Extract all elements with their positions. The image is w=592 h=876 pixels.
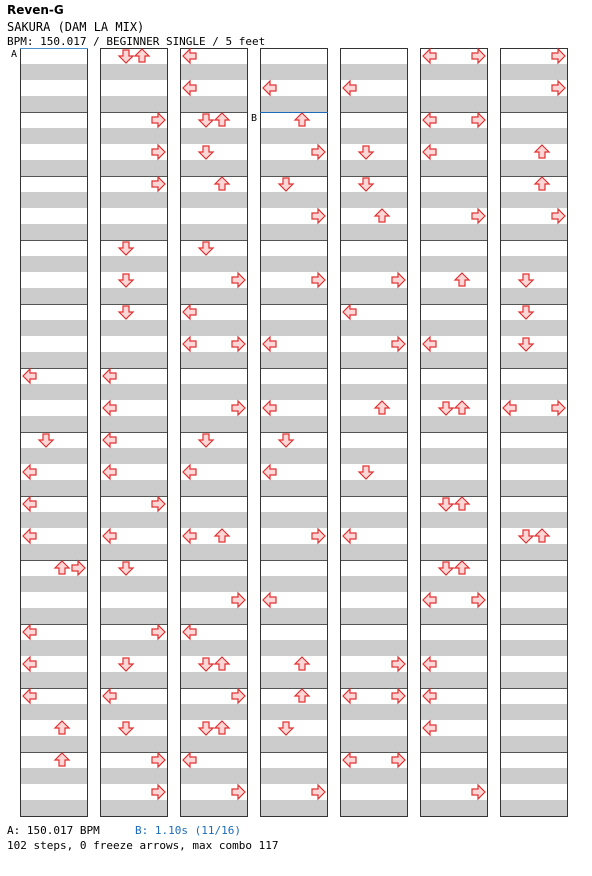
right-arrow-icon	[552, 49, 565, 63]
beat-stripe	[180, 800, 248, 816]
beat-stripe	[260, 768, 328, 784]
beat-stripe	[100, 576, 168, 592]
song-title: SAKURA (DAM LA MIX)	[7, 20, 145, 34]
beat-stripe	[100, 256, 168, 272]
down-arrow-icon	[199, 146, 213, 159]
right-arrow-icon	[152, 145, 165, 159]
right-arrow-icon	[472, 785, 485, 799]
right-arrow-icon	[392, 689, 405, 703]
beat-stripe	[20, 256, 88, 272]
beat-stripe	[100, 544, 168, 560]
beat-stripe	[260, 736, 328, 752]
beat-stripe	[20, 544, 88, 560]
beat-stripe	[340, 672, 408, 688]
beat-stripe	[180, 256, 248, 272]
left-arrow-icon	[103, 433, 116, 447]
down-arrow-icon	[119, 50, 133, 63]
beat-stripe	[100, 320, 168, 336]
up-arrow-icon	[215, 657, 229, 670]
beat-stripe	[180, 576, 248, 592]
beat-stripe	[260, 192, 328, 208]
beat-stripe	[340, 256, 408, 272]
down-arrow-icon	[519, 530, 533, 543]
down-arrow-icon	[199, 114, 213, 127]
left-arrow-icon	[183, 305, 196, 319]
beat-stripe	[420, 192, 488, 208]
beat-stripe	[500, 160, 568, 176]
beat-stripe	[500, 672, 568, 688]
beat-stripe	[20, 608, 88, 624]
beat-stripe	[100, 768, 168, 784]
left-arrow-icon	[103, 465, 116, 479]
beat-stripe	[260, 64, 328, 80]
beat-stripe	[180, 320, 248, 336]
beat-stripe	[420, 288, 488, 304]
beat-stripe	[20, 224, 88, 240]
beat-stripe	[20, 352, 88, 368]
beat-stripe	[420, 480, 488, 496]
beat-stripe	[500, 512, 568, 528]
beat-stripe	[100, 608, 168, 624]
right-arrow-icon	[392, 657, 405, 671]
beat-stripe	[340, 576, 408, 592]
beat-stripe	[180, 704, 248, 720]
beat-stripe	[340, 128, 408, 144]
beat-stripe	[100, 288, 168, 304]
left-arrow-icon	[423, 721, 436, 735]
beat-stripe	[20, 704, 88, 720]
down-arrow-icon	[119, 274, 133, 287]
beat-stripe	[340, 704, 408, 720]
down-arrow-icon	[119, 242, 133, 255]
chart-info: BPM: 150.017 / BEGINNER SINGLE / 5 feet	[7, 35, 266, 48]
beat-stripe	[180, 416, 248, 432]
beat-stripe	[260, 672, 328, 688]
beat-stripe	[340, 736, 408, 752]
up-arrow-icon	[295, 657, 309, 670]
beat-stripe	[260, 384, 328, 400]
beat-stripe	[500, 608, 568, 624]
beat-stripe	[260, 320, 328, 336]
right-arrow-icon	[312, 209, 325, 223]
beat-stripe	[500, 800, 568, 816]
beat-stripe	[20, 160, 88, 176]
beat-stripe	[500, 352, 568, 368]
beat-stripe	[500, 384, 568, 400]
beat-stripe	[340, 416, 408, 432]
left-arrow-icon	[103, 689, 116, 703]
right-arrow-icon	[152, 177, 165, 191]
beat-stripe	[100, 704, 168, 720]
beat-stripe	[180, 128, 248, 144]
left-arrow-icon	[423, 657, 436, 671]
left-arrow-icon	[343, 305, 356, 319]
beat-stripe	[100, 352, 168, 368]
right-arrow-icon	[472, 49, 485, 63]
beat-stripe	[500, 704, 568, 720]
beat-stripe	[180, 288, 248, 304]
beat-stripe	[100, 224, 168, 240]
left-arrow-icon	[263, 401, 276, 415]
marker-b-label: B	[251, 113, 258, 124]
beat-stripe	[180, 224, 248, 240]
beat-stripe	[500, 736, 568, 752]
beat-stripe	[420, 224, 488, 240]
beat-stripe	[20, 192, 88, 208]
up-arrow-icon	[295, 113, 309, 126]
beat-stripe	[420, 800, 488, 816]
down-arrow-icon	[279, 178, 293, 191]
right-arrow-icon	[232, 337, 245, 351]
beat-stripe	[260, 128, 328, 144]
beat-stripe	[340, 512, 408, 528]
down-arrow-icon	[199, 434, 213, 447]
beat-stripe	[20, 64, 88, 80]
right-arrow-icon	[312, 529, 325, 543]
down-arrow-icon	[359, 146, 373, 159]
right-arrow-icon	[152, 113, 165, 127]
left-arrow-icon	[503, 401, 516, 415]
left-arrow-icon	[23, 657, 36, 671]
beat-stripe	[180, 96, 248, 112]
beat-stripe	[260, 480, 328, 496]
left-arrow-icon	[183, 81, 196, 95]
left-arrow-icon	[263, 465, 276, 479]
beat-stripe	[20, 128, 88, 144]
beat-stripe	[180, 448, 248, 464]
beat-stripe	[180, 768, 248, 784]
left-arrow-icon	[263, 81, 276, 95]
beat-stripe	[420, 672, 488, 688]
beat-stripe	[500, 288, 568, 304]
up-arrow-icon	[455, 401, 469, 414]
beat-stripe	[500, 128, 568, 144]
beat-stripe	[260, 640, 328, 656]
beat-stripe	[500, 576, 568, 592]
left-arrow-icon	[343, 753, 356, 767]
beat-stripe	[500, 768, 568, 784]
down-arrow-icon	[119, 722, 133, 735]
down-arrow-icon	[199, 658, 213, 671]
beat-stripe	[100, 192, 168, 208]
beat-stripe	[180, 736, 248, 752]
beat-stripe	[260, 160, 328, 176]
beat-stripe	[260, 224, 328, 240]
beat-stripe	[500, 416, 568, 432]
down-arrow-icon	[39, 434, 53, 447]
beat-stripe	[500, 448, 568, 464]
down-arrow-icon	[359, 466, 373, 479]
beat-stripe	[260, 512, 328, 528]
beat-stripe	[420, 736, 488, 752]
up-arrow-icon	[375, 401, 389, 414]
beat-stripe	[340, 800, 408, 816]
left-arrow-icon	[423, 113, 436, 127]
up-arrow-icon	[215, 721, 229, 734]
left-arrow-icon	[423, 49, 436, 63]
beat-stripe	[20, 480, 88, 496]
beat-stripe	[180, 384, 248, 400]
right-arrow-icon	[232, 273, 245, 287]
left-arrow-icon	[23, 497, 36, 511]
left-arrow-icon	[183, 337, 196, 351]
beat-stripe	[260, 608, 328, 624]
beat-stripe	[20, 96, 88, 112]
beat-stripe	[100, 448, 168, 464]
left-arrow-icon	[23, 465, 36, 479]
left-arrow-icon	[183, 49, 196, 63]
beat-stripe	[20, 512, 88, 528]
down-arrow-icon	[199, 242, 213, 255]
left-arrow-icon	[423, 145, 436, 159]
left-arrow-icon	[23, 625, 36, 639]
up-arrow-icon	[215, 177, 229, 190]
beat-stripe	[420, 704, 488, 720]
beat-stripe	[340, 224, 408, 240]
down-arrow-icon	[359, 178, 373, 191]
beat-stripe	[420, 160, 488, 176]
artist-name: Reven-G	[7, 3, 64, 17]
right-arrow-icon	[552, 401, 565, 415]
beat-stripe	[500, 544, 568, 560]
beat-stripe	[20, 320, 88, 336]
down-arrow-icon	[199, 722, 213, 735]
right-arrow-icon	[472, 113, 485, 127]
right-arrow-icon	[312, 785, 325, 799]
beat-stripe	[340, 448, 408, 464]
beat-stripe	[180, 160, 248, 176]
left-arrow-icon	[23, 689, 36, 703]
right-arrow-icon	[152, 785, 165, 799]
right-arrow-icon	[152, 753, 165, 767]
left-arrow-icon	[183, 529, 196, 543]
beat-stripe	[180, 192, 248, 208]
beat-stripe	[100, 672, 168, 688]
beat-stripe	[500, 256, 568, 272]
up-arrow-icon	[55, 753, 69, 766]
up-arrow-icon	[535, 177, 549, 190]
beat-stripe	[20, 640, 88, 656]
beat-stripe	[180, 672, 248, 688]
right-arrow-icon	[472, 209, 485, 223]
beat-stripe	[500, 480, 568, 496]
beat-stripe	[420, 384, 488, 400]
beat-stripe	[420, 128, 488, 144]
beat-stripe	[340, 96, 408, 112]
down-arrow-icon	[119, 562, 133, 575]
beat-stripe	[100, 64, 168, 80]
beat-stripe	[180, 64, 248, 80]
left-arrow-icon	[423, 689, 436, 703]
down-arrow-icon	[519, 306, 533, 319]
beat-stripe	[500, 320, 568, 336]
beat-stripe	[340, 384, 408, 400]
beat-stripe	[20, 576, 88, 592]
beat-stripe	[420, 576, 488, 592]
left-arrow-icon	[343, 81, 356, 95]
beat-stripe	[100, 384, 168, 400]
beat-stripe	[180, 608, 248, 624]
up-arrow-icon	[295, 689, 309, 702]
left-arrow-icon	[183, 625, 196, 639]
right-arrow-icon	[392, 753, 405, 767]
beat-stripe	[420, 608, 488, 624]
beat-stripe	[500, 192, 568, 208]
up-arrow-icon	[535, 529, 549, 542]
beat-stripe	[500, 224, 568, 240]
beat-stripe	[100, 480, 168, 496]
beat-stripe	[500, 64, 568, 80]
left-arrow-icon	[183, 753, 196, 767]
beat-stripe	[340, 608, 408, 624]
up-arrow-icon	[375, 209, 389, 222]
beat-stripe	[260, 576, 328, 592]
up-arrow-icon	[55, 561, 69, 574]
marker-a-legend: A: 150.017 BPM	[7, 824, 100, 837]
beat-stripe	[260, 448, 328, 464]
up-arrow-icon	[135, 49, 149, 62]
left-arrow-icon	[263, 337, 276, 351]
down-arrow-icon	[119, 658, 133, 671]
left-arrow-icon	[103, 529, 116, 543]
down-arrow-icon	[279, 434, 293, 447]
down-arrow-icon	[519, 274, 533, 287]
beat-stripe	[340, 288, 408, 304]
beat-stripe	[180, 640, 248, 656]
beat-stripe	[260, 288, 328, 304]
beat-stripe	[20, 800, 88, 816]
beat-stripe	[180, 544, 248, 560]
beat-stripe	[340, 352, 408, 368]
beat-stripe	[420, 640, 488, 656]
left-arrow-icon	[263, 593, 276, 607]
beat-stripe	[420, 544, 488, 560]
left-arrow-icon	[23, 529, 36, 543]
right-arrow-icon	[392, 273, 405, 287]
right-arrow-icon	[152, 625, 165, 639]
left-arrow-icon	[103, 401, 116, 415]
up-arrow-icon	[55, 721, 69, 734]
left-arrow-icon	[423, 337, 436, 351]
beat-stripe	[100, 640, 168, 656]
beat-stripe	[260, 96, 328, 112]
beat-stripe	[340, 768, 408, 784]
beat-stripe	[180, 512, 248, 528]
right-arrow-icon	[72, 561, 85, 575]
down-arrow-icon	[279, 722, 293, 735]
beat-stripe	[20, 672, 88, 688]
beat-stripe	[100, 416, 168, 432]
up-arrow-icon	[455, 497, 469, 510]
down-arrow-icon	[119, 306, 133, 319]
right-arrow-icon	[232, 785, 245, 799]
beat-stripe	[420, 320, 488, 336]
down-arrow-icon	[519, 338, 533, 351]
beat-stripe	[20, 416, 88, 432]
right-arrow-icon	[472, 593, 485, 607]
right-arrow-icon	[552, 81, 565, 95]
right-arrow-icon	[552, 209, 565, 223]
beat-stripe	[420, 96, 488, 112]
up-arrow-icon	[215, 529, 229, 542]
down-arrow-icon	[439, 562, 453, 575]
beat-stripe	[260, 256, 328, 272]
beat-stripe	[100, 736, 168, 752]
right-arrow-icon	[312, 145, 325, 159]
beat-stripe	[340, 192, 408, 208]
beat-stripe	[340, 64, 408, 80]
beat-stripe	[340, 160, 408, 176]
beat-stripe	[420, 256, 488, 272]
marker-b-legend: B: 1.10s (11/16)	[135, 824, 241, 837]
beat-stripe	[260, 704, 328, 720]
beat-stripe	[100, 160, 168, 176]
beat-stripe	[260, 416, 328, 432]
left-arrow-icon	[183, 465, 196, 479]
beat-stripe	[260, 544, 328, 560]
up-arrow-icon	[215, 113, 229, 126]
beat-stripe	[20, 736, 88, 752]
beat-stripe	[420, 448, 488, 464]
right-arrow-icon	[312, 273, 325, 287]
beat-stripe	[260, 352, 328, 368]
step-stats: 102 steps, 0 freeze arrows, max combo 117	[7, 839, 279, 852]
chart-column	[500, 49, 568, 817]
beat-stripe	[420, 352, 488, 368]
beat-stripe	[20, 768, 88, 784]
up-arrow-icon	[455, 273, 469, 286]
beat-stripe	[20, 288, 88, 304]
beat-stripe	[500, 96, 568, 112]
beat-stripe	[20, 448, 88, 464]
beat-stripe	[100, 128, 168, 144]
up-arrow-icon	[535, 145, 549, 158]
marker-a-label: A	[11, 49, 18, 60]
right-arrow-icon	[152, 497, 165, 511]
left-arrow-icon	[23, 369, 36, 383]
beat-stripe	[100, 512, 168, 528]
left-arrow-icon	[343, 689, 356, 703]
left-arrow-icon	[343, 529, 356, 543]
right-arrow-icon	[232, 401, 245, 415]
beat-stripe	[420, 64, 488, 80]
beat-stripe	[420, 416, 488, 432]
beat-stripe	[260, 800, 328, 816]
beat-stripe	[420, 768, 488, 784]
down-arrow-icon	[439, 498, 453, 511]
up-arrow-icon	[455, 561, 469, 574]
beat-stripe	[500, 640, 568, 656]
beat-stripe	[100, 800, 168, 816]
left-arrow-icon	[423, 593, 436, 607]
right-arrow-icon	[392, 337, 405, 351]
beat-stripe	[340, 480, 408, 496]
beat-stripe	[100, 96, 168, 112]
down-arrow-icon	[439, 402, 453, 415]
beat-stripe	[20, 384, 88, 400]
beat-stripe	[340, 544, 408, 560]
chart-column	[260, 49, 328, 817]
beat-stripe	[340, 320, 408, 336]
right-arrow-icon	[232, 689, 245, 703]
beat-stripe	[420, 512, 488, 528]
beat-stripe	[180, 352, 248, 368]
beat-stripe	[340, 640, 408, 656]
right-arrow-icon	[232, 593, 245, 607]
left-arrow-icon	[103, 369, 116, 383]
beat-stripe	[180, 480, 248, 496]
